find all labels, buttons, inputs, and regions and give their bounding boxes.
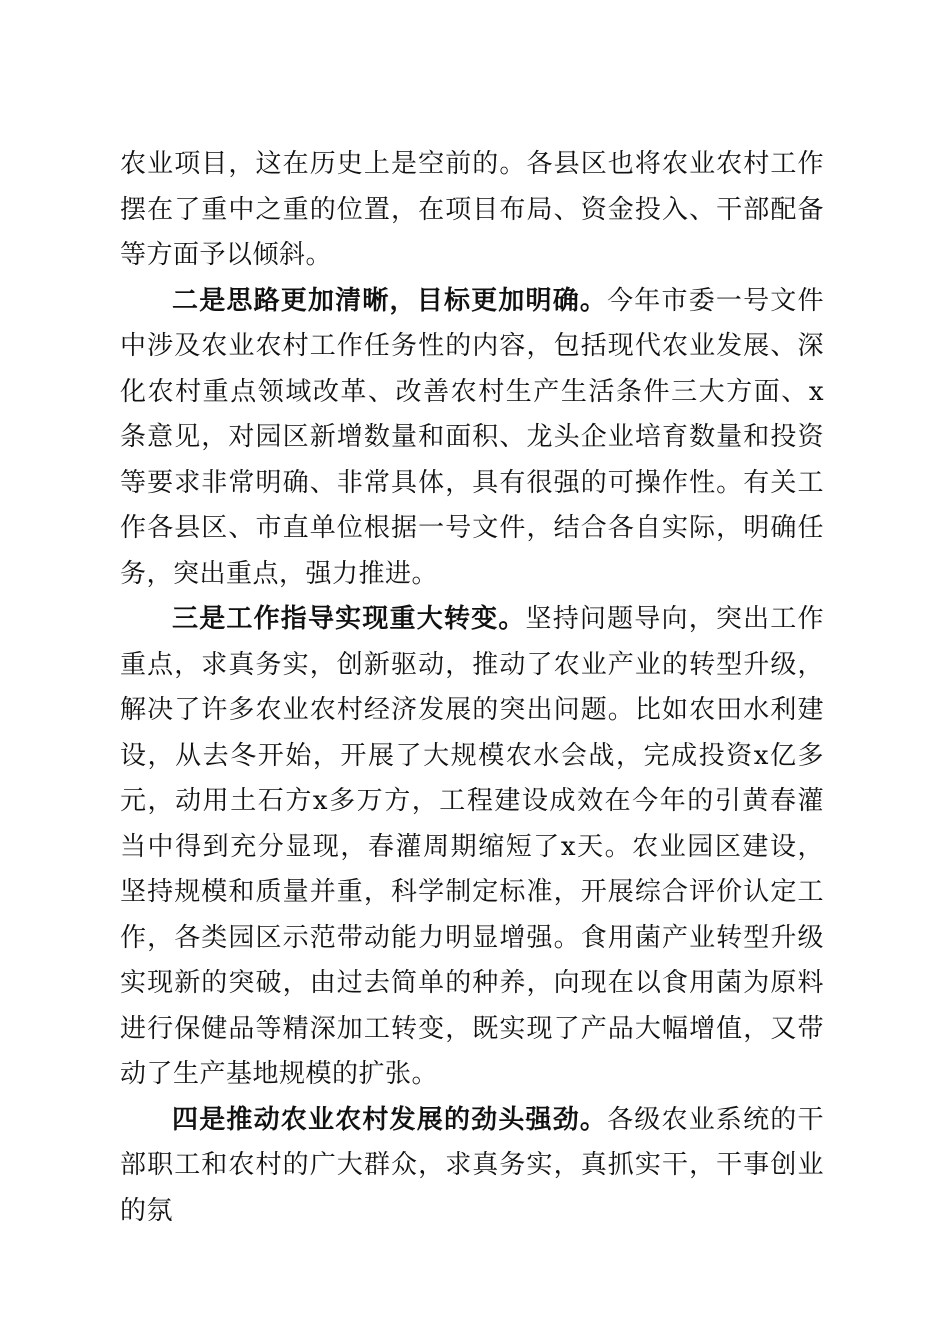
paragraph-body: 各级农业系统的干部职工和农村的广大群众，求真务实，真抓实干，干事创业的氛 [120,1104,824,1226]
paragraph-body: 农业项目，这在历史上是空前的。各县区也将农业农村工作摆在了重中之重的位置，在项目布局、资金投入、干部配备等方面予以倾斜。 [120,149,824,270]
document-body [120,142,824,1234]
paragraph-lead: 三是工作指导实现重大转变。 [172,604,526,634]
paragraph-body: 今年市委一号文件中涉及农业农村工作任务性的内容，包括现代农业发展、深化农村重点领域改革、改善农村生产生活条件三大方面、x条意见，对园区新增数量和面积、龙头企业培育数量和投资等要求非常明确、非常具体，具有很强的可操作性。有关工作各县区、市直单位根据一号文件，结合各自实际，明确任务，突出重点，强力推进。 [120,285,824,589]
paragraph-point-three [120,597,824,1098]
paragraph-point-two [120,279,824,598]
paragraph-continuation [120,142,824,279]
paragraph-point-four [120,1098,824,1235]
paragraph-lead: 二是思路更加清晰，目标更加明确。 [172,285,608,316]
paragraph-body: 坚持问题导向，突出工作重点，求真务实，创新驱动，推动了农业产业的转型升级，解决了许多农业农村经济发展的突出问题。比如农田水利建设，从去冬开始，开展了大规模农水会战，完成投资x亿多元，动用土石方x多万方，工程建设成效在今年的引黄春灌当中得到充分显现，春灌周期缩短了x天。农业园区建设，坚持规模和质量并重，科学制定标准，开展综合评价认定工作，各类园区示范带动能力明显增强。食用菌产业转型升级实现新的突破，由过去简单的种养，向现在以食用菌为原料进行保健品等精深加工转变，既实现了产品大幅增值，又带动了生产基地规模的扩张。 [120,604,824,1089]
paragraph-lead: 四是推动农业农村发展的劲头强劲。 [172,1104,608,1135]
